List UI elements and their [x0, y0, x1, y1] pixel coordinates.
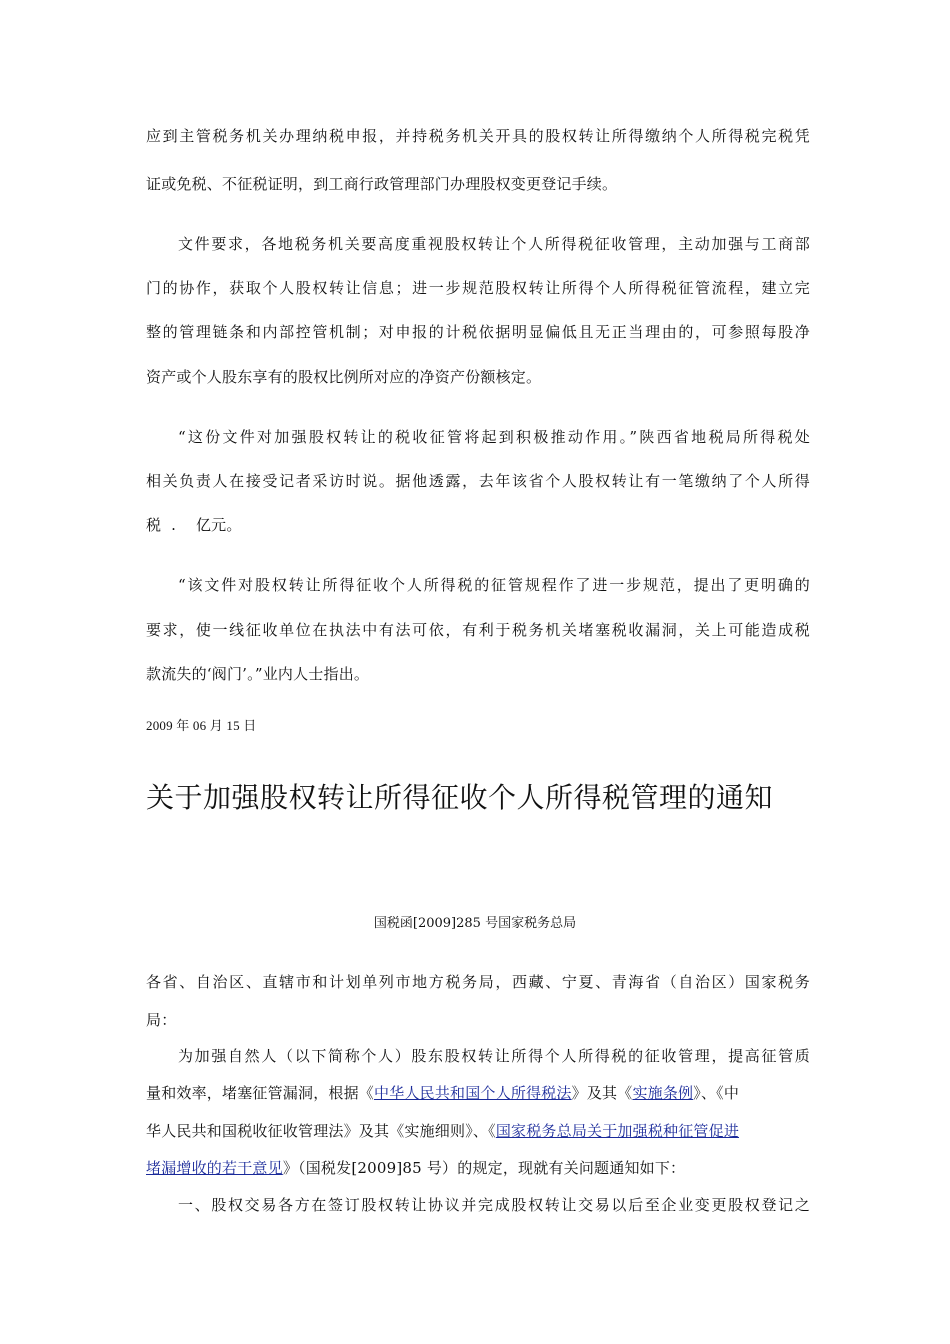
notice-title: 关于加强股权转让所得征收个人所得税管理的通知: [146, 781, 774, 814]
paragraph-line: 要求，使一线征收单位在执法中有法可依，有利于税务机关堵塞税收漏洞，关上可能造成税: [146, 621, 810, 639]
addressee-line: 局：: [146, 1011, 177, 1029]
text-segment: 华人民共和国税收征收管理法》及其《实施细则》、《: [146, 1122, 496, 1140]
text-segment: 》及其《: [571, 1084, 633, 1102]
paragraph-line: 应到主管税务机关办理纳税申报，并持税务机关开具的股权转让所得缴纳个人所得税完税凭: [146, 127, 810, 145]
paragraph-line: 整的管理链条和内部控管机制；对申报的计税依据明显偏低且无正当理由的，可参照每股净: [146, 323, 810, 341]
paragraph-line: [146, 1083, 810, 1103]
paragraph-line: “该文件对股权转让所得征收个人所得税的征管规程作了进一步规范，提出了更明确的: [178, 576, 810, 594]
paragraph-line: [146, 1121, 810, 1141]
law-link[interactable]: 中华人民共和国个人所得税法: [374, 1084, 572, 1102]
paragraph-line: 文件要求，各地税务机关要高度重视股权转让个人所得税征收管理，主动加强与工商部: [178, 235, 810, 253]
opinion-link-continued[interactable]: 堵漏增收的若干意见: [146, 1159, 283, 1177]
paragraph-line: 证或免税、不征税证明，到工商行政管理部门办理股权变更登记手续。: [146, 175, 618, 193]
article-date: 2009 年 06 月 15 日: [146, 718, 257, 733]
paragraph-line: 资产或个人股东享有的股权比例所对应的净资产份额核定。: [146, 368, 542, 386]
paragraph-line: “这份文件对加强股权转让的税收征管将起到积极推动作用。”陕西省地税局所得税处: [178, 428, 810, 446]
paragraph-line: 相关负责人在接受记者采访时说。据他透露，去年该省个人股权转让有一笔缴纳了个人所得: [146, 472, 810, 490]
text-segment: 》（国税发[2009]85 号）的规定，现就有关问题通知如下：: [282, 1159, 686, 1177]
paragraph-line: 一、股权交易各方在签订股权转让协议并完成股权转让交易以后至企业变更股权登记之: [178, 1196, 810, 1214]
text-segment: 量和效率，堵塞征管漏洞，根据《: [146, 1084, 375, 1102]
regulations-link[interactable]: 实施条例: [632, 1084, 694, 1102]
document-number: 国税函[2009]285 号国家税务总局: [373, 916, 577, 931]
addressee-line: 各省、自治区、直辖市和计划单列市地方税务局，西藏、宁夏、青海省（自治区）国家税务: [146, 973, 810, 991]
paragraph-line: 为加强自然人（以下简称个人）股东股权转让所得个人所得税的征收管理，提高征管质: [178, 1047, 810, 1065]
paragraph-line: 门的协作，获取个人股权转让信息；进一步规范股权转让所得个人所得税征管流程，建立完: [146, 279, 810, 297]
paragraph-line: 税 . 亿元。: [146, 516, 242, 534]
paragraph-line: 款流失的‘阀门’。”业内人士指出。: [146, 665, 370, 683]
text-segment: 》、《中: [693, 1084, 740, 1102]
paragraph-line: [146, 1158, 810, 1178]
opinion-link[interactable]: 国家税务总局关于加强税种征管促进: [495, 1122, 740, 1140]
